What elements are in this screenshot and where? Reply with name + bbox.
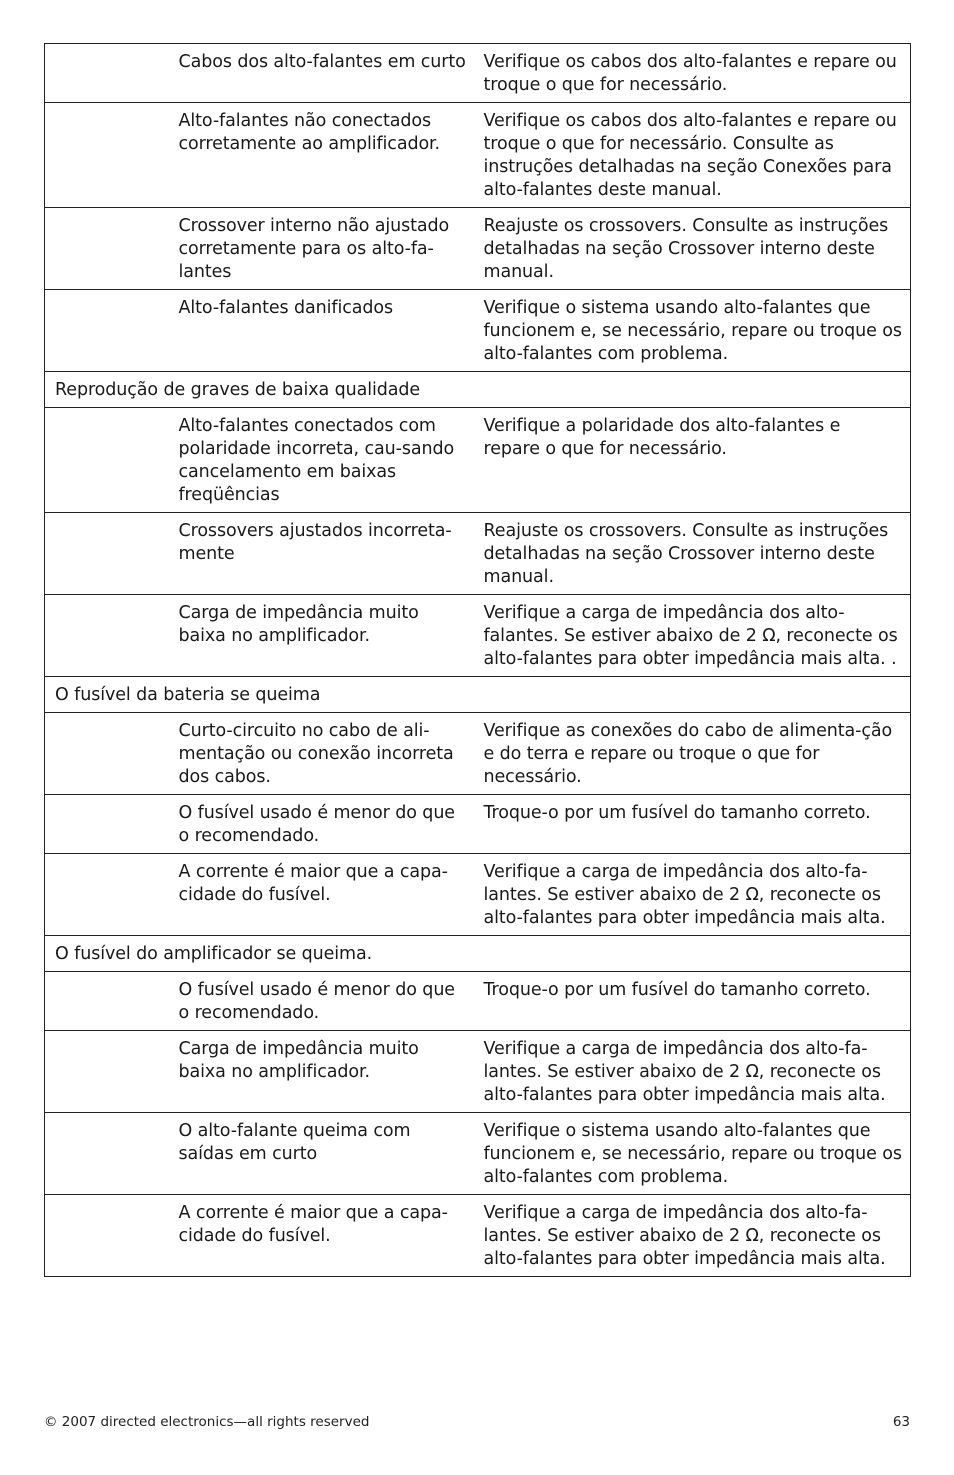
problem-column-cell <box>45 44 169 103</box>
problem-heading-row <box>45 936 911 972</box>
cause-cell: Alto-falantes não conectados corretamente ao amplificador. <box>169 103 475 208</box>
problem-column-cell <box>45 1031 169 1113</box>
solution-cell: Verifique a carga de impedância dos alto-fa-lantes. Se estiver abaixo de 2 Ω, reconecte os alto-falantes para obter impedância mais alta. <box>475 1195 911 1277</box>
table-row <box>45 1195 911 1277</box>
solution-cell: Verifique os cabos dos alto-falantes e repare ou troque o que for necessário. <box>475 44 911 103</box>
solution-cell: Verifique a carga de impedância dos alto-fa-lantes. Se estiver abaixo de 2 Ω, reconecte os alto-falantes para obter impedância mais alta. <box>475 1031 911 1113</box>
cause-cell: Carga de impedância muito baixa no amplificador. <box>169 1031 475 1113</box>
problem-heading-row <box>45 677 911 713</box>
problem-column-cell <box>45 208 169 290</box>
table-row <box>45 208 911 290</box>
troubleshooting-table-body <box>45 44 911 1277</box>
solution-cell: Verifique a carga de impedância dos alto-falantes. Se estiver abaixo de 2 Ω, reconecte os alto-falantes para obter impedância mais alta. . <box>475 595 911 677</box>
cause-cell: Carga de impedância muito baixa no amplificador. <box>169 595 475 677</box>
solution-cell: Reajuste os crossovers. Consulte as instruções detalhadas na seção Crossover interno deste manual. <box>475 208 911 290</box>
table-row <box>45 290 911 372</box>
problem-column-cell <box>45 713 169 795</box>
solution-cell: Verifique o sistema usando alto-falantes que funcionem e, se necessário, repare ou troque os alto-falantes com problema. <box>475 290 911 372</box>
solution-cell: Verifique a carga de impedância dos alto-fa-lantes. Se estiver abaixo de 2 Ω, reconecte os alto-falantes para obter impedância mais alta. <box>475 854 911 936</box>
solution-cell: Reajuste os crossovers. Consulte as instruções detalhadas na seção Crossover interno deste manual. <box>475 513 911 595</box>
cause-cell: Cabos dos alto-falantes em curto <box>169 44 475 103</box>
cause-cell: Crossover interno não ajustado corretamente para os alto-fa-lantes <box>169 208 475 290</box>
problem-column-cell <box>45 595 169 677</box>
footer-copyright: © 2007 directed electronics—all rights reserved <box>44 1414 370 1430</box>
cause-cell: Alto-falantes danificados <box>169 290 475 372</box>
problem-column-cell <box>45 103 169 208</box>
cause-cell: Crossovers ajustados incorreta-mente <box>169 513 475 595</box>
problem-column-cell <box>45 1195 169 1277</box>
cause-cell: Curto-circuito no cabo de ali-mentação ou conexão incorreta dos cabos. <box>169 713 475 795</box>
table-row <box>45 795 911 854</box>
problem-column-cell <box>45 1113 169 1195</box>
footer-page-number: 63 <box>892 1414 910 1430</box>
solution-cell: Verifique o sistema usando alto-falantes que funcionem e, se necessário, repare ou troque os alto-falantes com problema. <box>475 1113 911 1195</box>
table-row <box>45 854 911 936</box>
problem-column-cell <box>45 408 169 513</box>
problem-column-cell <box>45 290 169 372</box>
table-row <box>45 103 911 208</box>
cause-cell: A corrente é maior que a capa-cidade do fusível. <box>169 854 475 936</box>
problem-column-cell <box>45 795 169 854</box>
cause-cell: O fusível usado é menor do que o recomendado. <box>169 795 475 854</box>
problem-heading: O fusível do amplificador se queima. <box>45 936 911 972</box>
table-row <box>45 513 911 595</box>
cause-cell: O alto-falante queima com saídas em curto <box>169 1113 475 1195</box>
cause-cell: Alto-falantes conectados com polaridade incorreta, cau-sando cancelamento em baixas freqüências <box>169 408 475 513</box>
table-row <box>45 595 911 677</box>
troubleshooting-table <box>44 43 911 1277</box>
table-row <box>45 1113 911 1195</box>
solution-cell: Verifique os cabos dos alto-falantes e repare ou troque o que for necessário. Consulte as instruções detalhadas na seção Conexões para alto-falantes deste manual. <box>475 103 911 208</box>
table-row <box>45 713 911 795</box>
solution-cell: Troque-o por um fusível do tamanho correto. <box>475 972 911 1031</box>
table-row <box>45 44 911 103</box>
problem-column-cell <box>45 513 169 595</box>
problem-heading: Reprodução de graves de baixa qualidade <box>45 372 911 408</box>
table-row <box>45 408 911 513</box>
solution-cell: Verifique a polaridade dos alto-falantes e repare o que for necessário. <box>475 408 911 513</box>
cause-cell: O fusível usado é menor do que o recomendado. <box>169 972 475 1031</box>
cause-cell: A corrente é maior que a capa-cidade do fusível. <box>169 1195 475 1277</box>
solution-cell: Verifique as conexões do cabo de alimenta-ção e do terra e repare ou troque o que for necessário. <box>475 713 911 795</box>
solution-cell: Troque-o por um fusível do tamanho correto. <box>475 795 911 854</box>
table-row <box>45 972 911 1031</box>
problem-column-cell <box>45 972 169 1031</box>
table-row <box>45 1031 911 1113</box>
problem-column-cell <box>45 854 169 936</box>
problem-heading-row <box>45 372 911 408</box>
problem-heading: O fusível da bateria se queima <box>45 677 911 713</box>
